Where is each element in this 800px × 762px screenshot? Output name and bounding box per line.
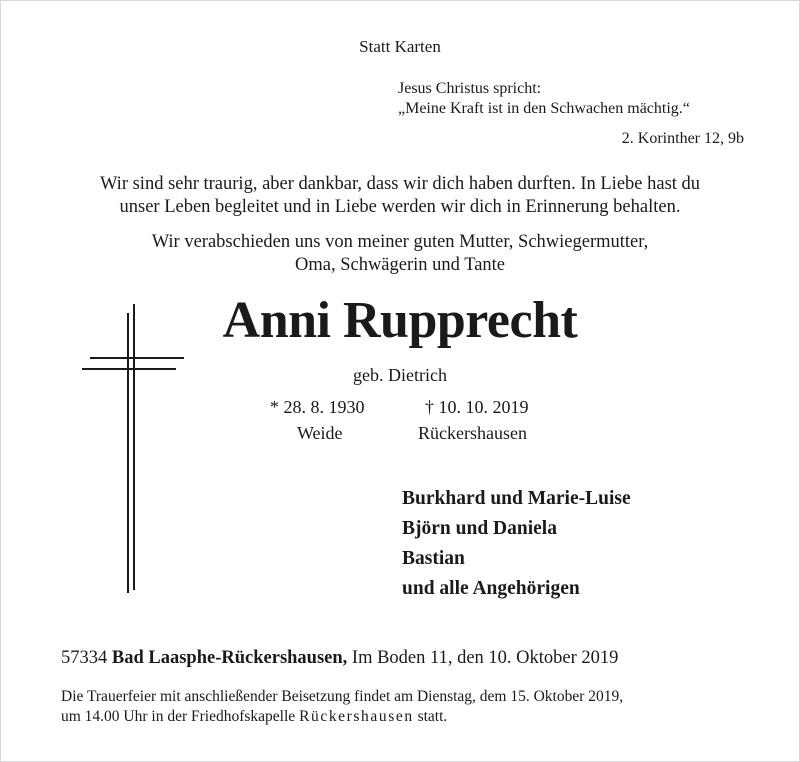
verse-line-1: Jesus Christus spricht: (398, 80, 542, 97)
intro-paragraph (0, 173, 800, 219)
verse-line-2: „Meine Kraft ist in den Schwachen mächtig.“ (398, 100, 690, 117)
funeral-notice (61, 687, 623, 727)
bible-verse (398, 79, 690, 119)
intro-line-1: Wir sind sehr traurig, aber dankbar, dass wir dich haben durften. In Liebe hast du (99, 174, 701, 194)
notice-line-2-end: statt. (417, 708, 448, 725)
address-street-date: Im Boden 11, den 10. Oktober 2019 (351, 648, 619, 668)
mourner-entry: Bastian (402, 548, 465, 569)
farewell-line-2: Oma, Schwägerin und Tante (294, 255, 506, 275)
address-postcode: 57334 (61, 648, 108, 668)
cross-horizontal-bar-1 (90, 357, 184, 359)
mourners-list (402, 484, 631, 604)
cross-vertical-bar-1 (127, 313, 129, 593)
address-line (61, 648, 618, 669)
address-town: Bad Laasphe-Rückershausen, (111, 648, 348, 668)
notice-line-1: Die Trauerfeier mit anschließender Beisetzung findet am Dienstag, dem 15. Oktober 2019, (61, 688, 624, 705)
farewell-paragraph (0, 231, 800, 277)
intro-line-2: unser Leben begleitet und in Liebe werden wir dich in Erinnerung behalten. (119, 197, 681, 217)
notice-chapel-place: Rückershausen (299, 708, 414, 725)
birth-name: geb. Dietrich (353, 365, 447, 385)
birth-date: * 28. 8. 1930 (270, 397, 365, 417)
mourner-entry: Burkhard und Marie-Luise (402, 488, 631, 509)
verse-reference: 2. Korinther 12, 9b (621, 130, 744, 147)
farewell-line-1: Wir verabschieden uns von meiner guten Mutter, Schwiegermutter, (151, 232, 649, 252)
deceased-name: Anni Rupprecht (222, 292, 578, 349)
mourner-entry: Björn und Daniela (402, 518, 557, 539)
mourner-entry: und alle Angehörigen (402, 578, 580, 599)
death-date: † 10. 10. 2019 (425, 397, 529, 417)
death-place: Rückershausen (418, 423, 527, 443)
statt-karten-heading: Statt Karten (359, 37, 441, 56)
notice-line-2 (61, 707, 623, 727)
notice-line-2-start: um 14.00 Uhr in der Friedhofskapelle (61, 708, 296, 725)
birth-place: Weide (297, 423, 343, 443)
